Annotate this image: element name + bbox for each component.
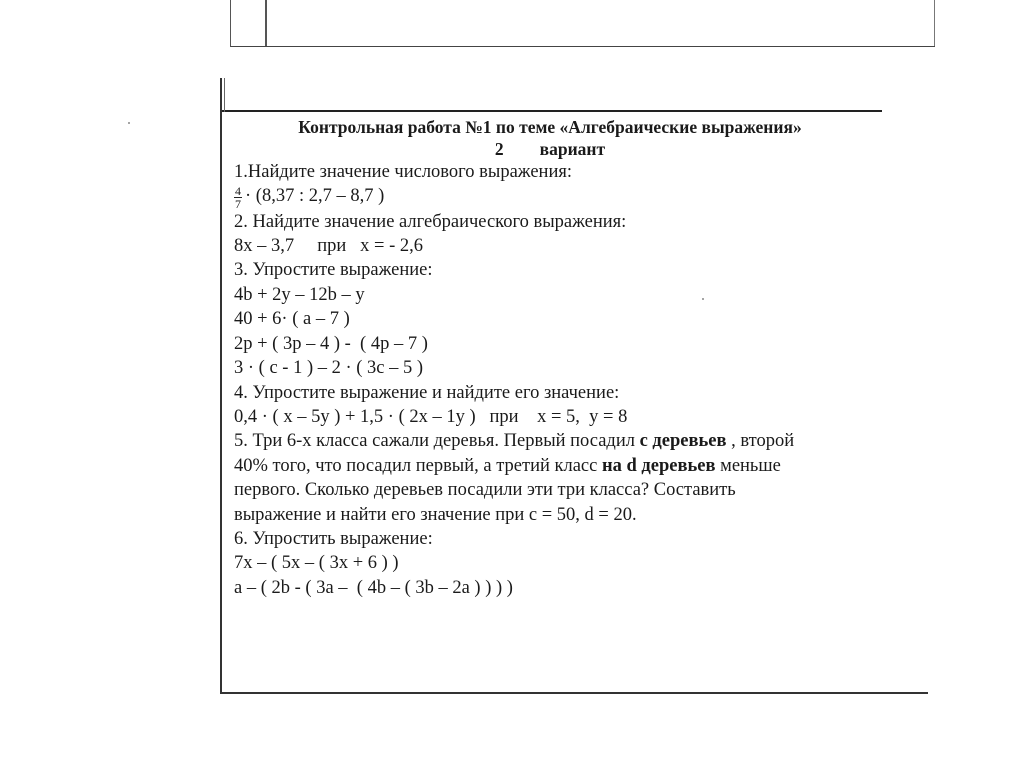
task4-expression: 0,4 · ( x – 5y ) + 1,5 · ( 2x – 1y ) при x = 5, y = 8 xyxy=(234,406,628,427)
sheet-border-line xyxy=(265,0,267,46)
task4-heading: 4. Упростите выражение и найдите его значение: xyxy=(234,382,620,403)
task3-item: 4b + 2y – 12b – y xyxy=(234,284,365,305)
fraction-numerator: 4 xyxy=(235,183,241,198)
scan-speck xyxy=(128,122,130,124)
task6-heading: 6. Упростить выражение: xyxy=(234,528,433,549)
variant-number: 2 xyxy=(494,139,504,159)
task1-expr: · (8,37 : 2,7 – 8,7 ) xyxy=(245,186,385,207)
task3-item: 3 · ( c - 1 ) – 2 · ( 3c – 5 ) xyxy=(234,358,424,379)
task5-text: 5. Три 6-х класса сажали деревья. Первый посадил xyxy=(234,431,640,452)
sheet-top-rule xyxy=(222,110,882,112)
fraction xyxy=(234,185,242,210)
sheet-border-line xyxy=(224,78,225,112)
task3-heading: 3. Упростите выражение: xyxy=(234,260,433,281)
test-title: Контрольная работа №1 по теме «Алгебраические выражения» xyxy=(298,117,802,137)
task2-heading: 2. Найдите значение алгебраического выражения: xyxy=(234,211,627,232)
task5-line xyxy=(234,454,914,478)
test-variant xyxy=(226,138,874,160)
variant-label: вариант xyxy=(539,139,606,159)
task5-text: 40% того, что посадил первый, а третий класс xyxy=(234,455,602,476)
task6-item: a – ( 2b - ( 3a – ( 4b – ( 3b – 2a ) ) ) ) xyxy=(234,577,513,598)
task1-expression xyxy=(234,184,914,209)
previous-sheet-fragment xyxy=(230,0,935,47)
task5-text: , второй xyxy=(726,431,795,452)
task5-text: меньше xyxy=(715,455,781,476)
task5-line xyxy=(234,429,914,453)
sheet-border-line xyxy=(934,0,935,46)
fraction-denominator: 7 xyxy=(235,196,241,211)
task5-bold-c: с деревьев xyxy=(639,431,727,452)
task3-item: 2p + ( 3p – 4 ) - ( 4p – 7 ) xyxy=(234,333,428,354)
task1-heading: 1.Найдите значение числового выражения: xyxy=(234,162,572,182)
task6-item: 7x – ( 5x – ( 3x + 6 ) ) xyxy=(234,553,399,574)
test-content xyxy=(234,116,914,600)
task5-line: первого. Сколько деревьев посадили эти три класса? Составить xyxy=(234,480,736,501)
task3-item: 40 + 6· ( a – 7 ) xyxy=(234,309,350,330)
task5-line: выражение и найти его значение при c = 50, d = 20. xyxy=(234,504,637,525)
task5-bold-d: на d деревьев xyxy=(601,455,716,476)
task2-expression: 8x – 3,7 при x = - 2,6 xyxy=(234,236,424,257)
scan-speck xyxy=(702,298,704,300)
